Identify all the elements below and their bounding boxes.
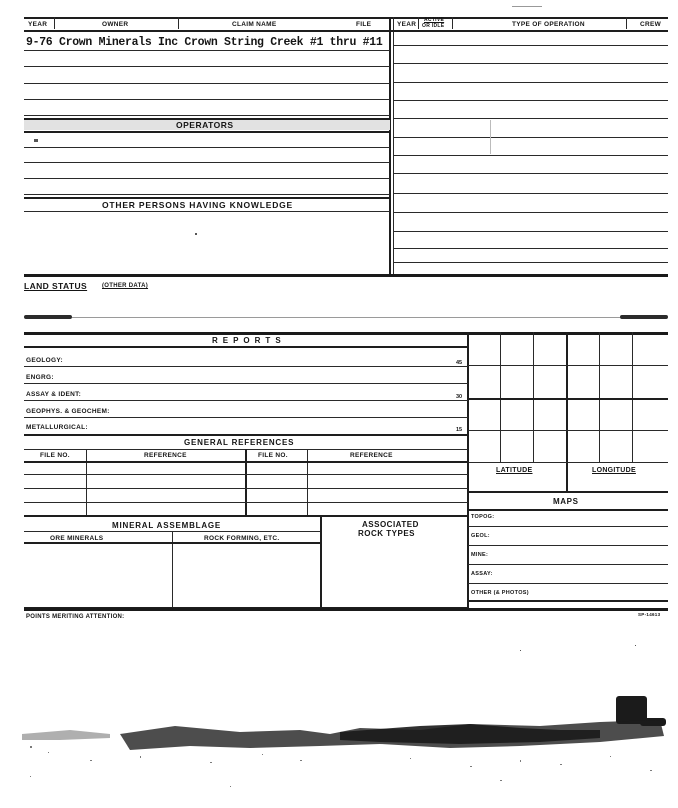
refs-reference-2: REFERENCE (350, 452, 393, 459)
ink-smear (24, 315, 72, 319)
row-line (24, 211, 390, 212)
assoc-rock-types-2: ROCK TYPES (358, 529, 416, 538)
stray-mark (520, 650, 521, 651)
top-block-bottom-rule (24, 274, 668, 277)
row-line (24, 162, 390, 163)
right-row-line (394, 262, 668, 263)
grid-line (468, 462, 668, 463)
grid-line (566, 332, 568, 492)
right-row-line (394, 82, 668, 83)
col-year-label: YEAR (28, 21, 48, 28)
stray-mark (635, 645, 636, 646)
reports-sub-rule (24, 346, 468, 348)
right-row-line (394, 100, 668, 101)
ore-minerals-label: ORE MINERALS (50, 535, 104, 542)
row-line (468, 526, 668, 527)
faint-line (72, 317, 620, 318)
rock-forming-label: ROCK FORMING, ETC. (204, 535, 280, 542)
reports-top-rule (24, 332, 668, 335)
refs-file-no-1: FILE NO. (40, 452, 70, 459)
right-row-line (394, 173, 668, 174)
coords-bottom-rule (468, 491, 668, 493)
center-divider-inner (393, 17, 394, 275)
row-line (468, 583, 668, 584)
map-assay-label: ASSAY: (471, 571, 493, 577)
stray-mark (195, 233, 197, 235)
mineral-header-bottom (24, 542, 320, 544)
row-line (24, 66, 390, 67)
row-line (24, 194, 390, 195)
report-geology-label: GEOLOGY: (26, 357, 63, 364)
land-status-heading: LAND STATUS (24, 281, 88, 291)
row-line (24, 502, 468, 503)
land-status-sub: (OTHER DATA) (102, 283, 149, 289)
right-row-line (394, 45, 668, 46)
row-line (24, 115, 390, 116)
faint-mark (490, 120, 491, 154)
col-active-label: ACTIVE (424, 17, 445, 23)
row-line (468, 545, 668, 546)
map-mine-label: MINE: (471, 552, 489, 558)
points-meriting-label: POINTS MERITING ATTENTION: (26, 614, 125, 620)
col-idle-label: OR IDLE (422, 23, 445, 29)
report-metallurgical-label: METALLURGICAL: (26, 424, 88, 431)
col-file-label: FILE (356, 21, 372, 28)
row-line (24, 383, 468, 384)
maps-heading: MAPS (553, 497, 579, 506)
ink-smear (620, 315, 668, 319)
operators-heading: OPERATORS (176, 120, 234, 130)
row-line (24, 366, 468, 367)
reports-heading: R E P O R T S (212, 336, 283, 345)
other-persons-heading: OTHER PERSONS HAVING KNOWLEDGE (102, 200, 294, 210)
latitude-label: LATITUDE (496, 467, 533, 474)
col-divider (626, 17, 627, 29)
grid-line (599, 332, 600, 462)
map-geol-label: GEOL: (471, 533, 490, 539)
stray-mark (512, 6, 542, 7)
row-line (24, 83, 390, 84)
row-line (24, 99, 390, 100)
center-divider (389, 17, 391, 275)
longitude-label: LONGITUDE (592, 467, 636, 474)
col-divider (178, 17, 179, 29)
grid-line (468, 398, 668, 400)
report-geology-num: 45 (456, 360, 463, 366)
form-bottom-rule (24, 608, 668, 611)
col-divider (418, 17, 419, 29)
right-row-line (394, 248, 668, 249)
map-other-label: OTHER (& PHOTOS) (471, 590, 529, 596)
right-row-line (394, 231, 668, 232)
col-owner-label: OWNER (102, 21, 129, 28)
row-line (24, 147, 390, 148)
assoc-divider (320, 515, 322, 608)
refs-header-bottom (24, 461, 468, 463)
row-line (24, 400, 468, 401)
report-geophys-label: GEOPHYS. & GEOCHEM: (26, 408, 110, 415)
operators-bottom-rule (24, 131, 390, 133)
header-bottom-rule (24, 30, 668, 32)
stray-mark (34, 139, 38, 142)
grid-line (468, 365, 668, 366)
assoc-rock-types-1: ASSOCIATED (362, 520, 419, 529)
top-border (24, 17, 668, 19)
grid-line (632, 332, 633, 462)
reports-right-divider (467, 332, 469, 608)
right-row-line (394, 212, 668, 213)
col-divider (452, 17, 453, 29)
col-year2-label: YEAR (397, 21, 417, 28)
map-topog-label: TOPOG: (471, 514, 495, 520)
report-engrg-label: ENGRG: (26, 374, 54, 381)
maps-sub-rule (468, 509, 668, 511)
other-persons-top-rule (24, 197, 390, 199)
refs-divider (86, 449, 87, 515)
refs-divider (307, 449, 308, 515)
col-type-of-operation-label: TYPE OF OPERATION (512, 21, 585, 28)
mineral-assemblage-heading: MINERAL ASSEMBLAGE (112, 521, 222, 530)
reports-bottom-rule (24, 434, 468, 436)
typed-entry: 9-76 Crown Minerals Inc Crown String Creek #1 thru #11 (26, 36, 383, 49)
scan-smear (22, 730, 110, 740)
row-line (468, 564, 668, 565)
report-metallurgical-num: 15 (456, 427, 463, 433)
general-references-heading: GENERAL REFERENCES (184, 438, 295, 447)
refs-divider (245, 449, 247, 515)
report-assay-label: ASSAY & IDENT: (26, 391, 82, 398)
refs-file-no-2: FILE NO. (258, 452, 288, 459)
form-code: SP-14613 (638, 612, 661, 617)
right-row-line (394, 193, 668, 194)
row-line (24, 474, 468, 475)
maps-bottom-rule (468, 600, 668, 602)
col-divider (54, 17, 55, 29)
row-line (24, 488, 468, 489)
report-assay-num: 30 (456, 394, 463, 400)
grid-line (468, 430, 668, 431)
refs-reference-1: REFERENCE (144, 452, 187, 459)
right-row-line (394, 137, 668, 138)
refs-bottom-rule (24, 515, 468, 517)
right-row-line (394, 118, 668, 119)
col-crew-label: CREW (640, 21, 662, 28)
right-row-line (394, 63, 668, 64)
row-line (24, 178, 390, 179)
row-line (24, 50, 390, 51)
col-claim-name-label: CLAIM NAME (232, 21, 277, 28)
scan-noise (0, 690, 678, 808)
row-line (24, 417, 468, 418)
grid-line (500, 332, 501, 462)
grid-line (533, 332, 534, 462)
right-row-line (394, 155, 668, 156)
